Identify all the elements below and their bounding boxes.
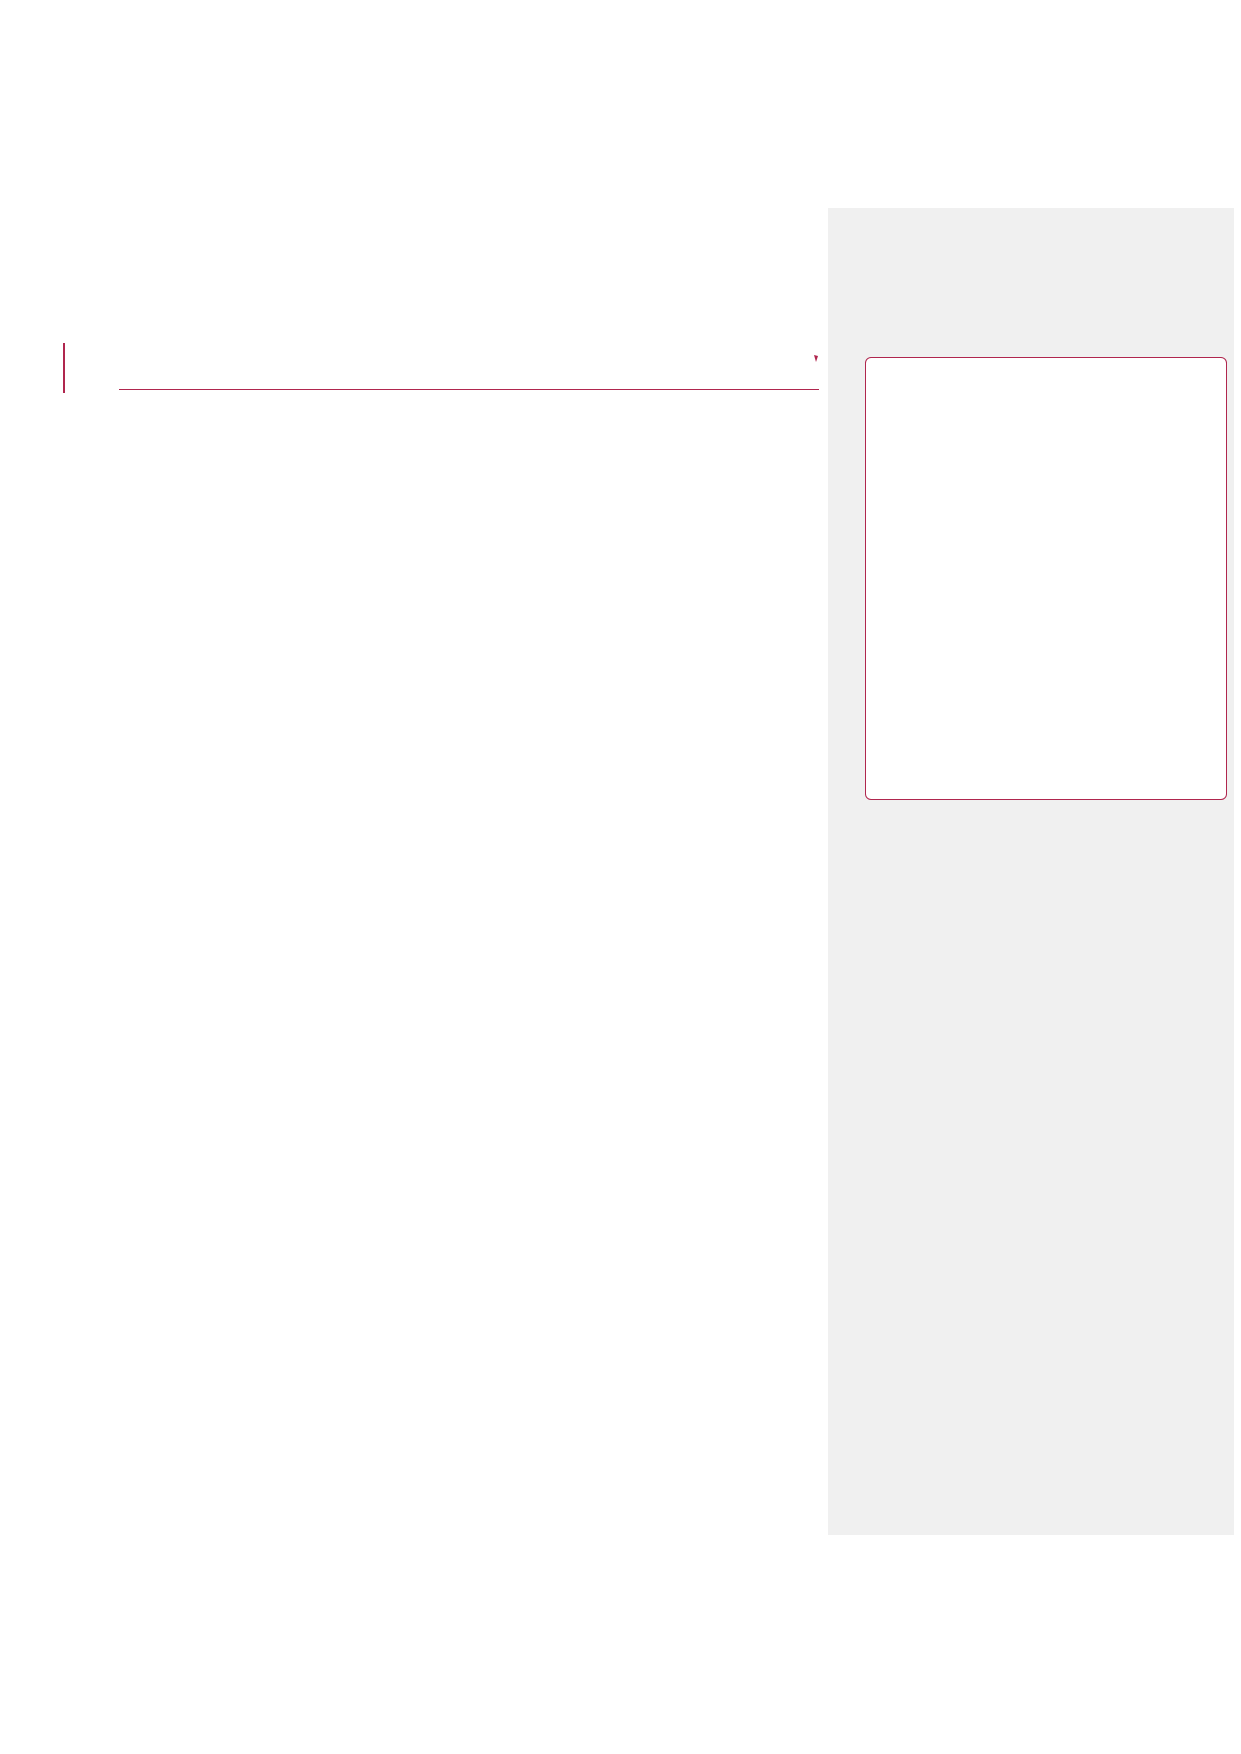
anchor-mark	[814, 355, 818, 362]
change-bar	[63, 343, 65, 393]
deleted-balloon[interactable]	[865, 357, 1227, 800]
attachment-underline	[119, 389, 819, 390]
